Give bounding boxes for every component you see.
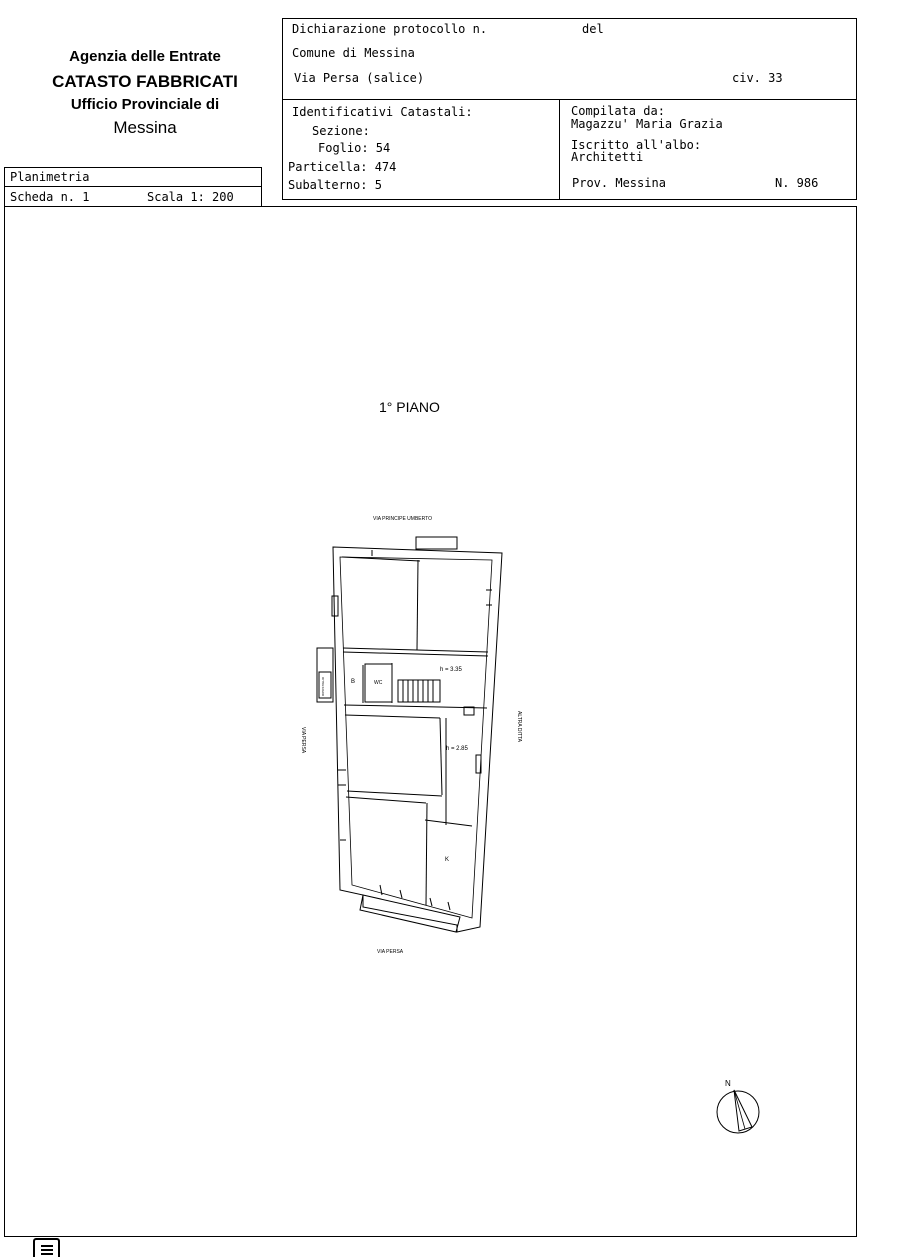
box-divider: [559, 100, 560, 199]
ufficio-city: Messina: [113, 118, 177, 137]
del-label: del: [582, 22, 604, 36]
civ-label: civ. 33: [732, 71, 783, 85]
wall-horizontal-3: [345, 715, 440, 718]
protocol-label: Dichiarazione protocollo n.: [292, 22, 488, 36]
wall-horizontal-1b: [343, 652, 488, 656]
floor-title: 1° PIANO: [379, 399, 440, 415]
subalterno-label: Subalterno: 5: [288, 178, 382, 192]
height-label-1: h = 3.35: [440, 667, 462, 673]
room-wc-label: WC: [374, 680, 383, 686]
planimetria-label: Planimetria: [10, 170, 90, 184]
wall-horizontal-4: [347, 791, 442, 796]
north-label: N: [725, 1079, 731, 1088]
street-top-label: VIA PRINCIPE UMBERTO: [373, 516, 432, 522]
identificativi-label: Identificativi Catastali:: [292, 105, 473, 119]
wall-horizontal-5: [346, 797, 426, 803]
comune-label: Comune di Messina: [292, 46, 415, 60]
scala-label: Scala 1: 200: [147, 190, 234, 204]
sheet-info-box: [4, 167, 262, 207]
iscritto-value: Architetti: [571, 150, 644, 164]
wall-horizontal-6: [425, 820, 472, 826]
wall-vertical-top: [417, 560, 418, 650]
numero-label: N. 986: [775, 176, 819, 190]
street-left-label: VIA PERSA: [300, 727, 306, 754]
floor-plan: [270, 505, 570, 965]
inner-wall-outline: [340, 557, 492, 918]
declaration-box: [282, 18, 857, 100]
identifiers-box: [282, 99, 857, 200]
north-arrow-icon: [712, 1074, 766, 1138]
sezione-label: Sezione:: [312, 124, 370, 138]
top-balcony: [416, 537, 457, 549]
iscritto-label: Iscritto all'albo:: [571, 138, 702, 152]
wall-horizontal-1: [343, 648, 488, 652]
address-label: Via Persa (salice): [294, 71, 425, 85]
wall-vertical-bottom: [426, 803, 427, 905]
agency-name: Agenzia delle Entrate: [69, 48, 221, 65]
catasto-title: CATASTO FABBRICATI: [52, 72, 238, 91]
foglio-label: Foglio: 54: [318, 141, 391, 155]
sheet-info-divider: [5, 186, 261, 187]
compilata-label: Compilata da:: [571, 104, 665, 118]
height-label-2: h = 2.85: [446, 746, 468, 752]
document-icon[interactable]: [33, 1238, 60, 1257]
particella-label: Particella: 474: [288, 160, 397, 174]
room-k-label: K: [445, 857, 450, 863]
room-b-label: B: [351, 679, 356, 685]
street-right-label: ALTRA DITTA: [516, 711, 522, 742]
compilata-name: Magazzu' Maria Grazia: [571, 117, 723, 131]
ufficio-label: Ufficio Provinciale di: [70, 96, 220, 113]
stairs: [398, 680, 440, 702]
street-bottom-label: VIA PERSA: [377, 949, 404, 955]
ripostiglio-label: RIPOSTIGLIO: [321, 676, 325, 696]
wall-vertical-mid: [440, 718, 442, 795]
prov-label: Prov. Messina: [572, 176, 666, 190]
scheda-label: Scheda n. 1: [10, 190, 90, 204]
